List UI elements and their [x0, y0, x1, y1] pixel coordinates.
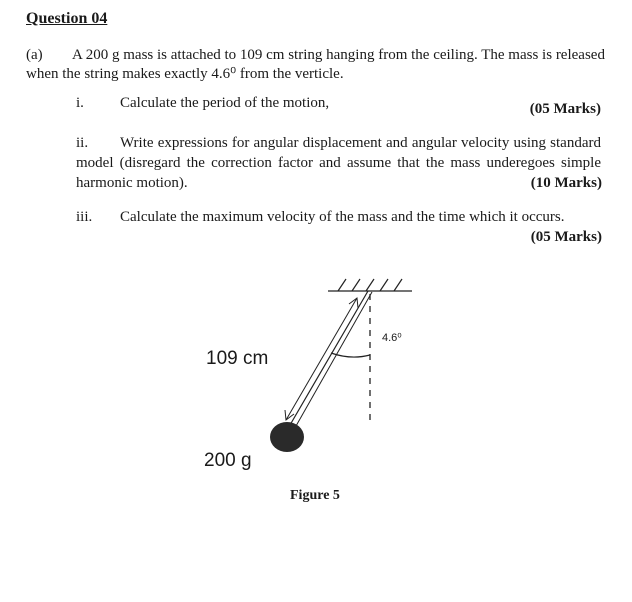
- sub-question-text: Calculate the period of the motion,: [120, 95, 330, 111]
- length-dimension-arrow: [286, 298, 357, 420]
- part-label: (a): [26, 47, 43, 63]
- figure-caption: Figure 5: [290, 488, 340, 503]
- sub-question-text: Calculate the maximum velocity of the mass and the time which it occurs.: [120, 209, 565, 225]
- mass-label: 200 g: [204, 450, 252, 471]
- angle-label: 4.6⁰: [382, 332, 402, 344]
- arrow-head-top: [349, 298, 358, 308]
- ceiling-hatching: [338, 279, 402, 291]
- arrow-head-bottom: [285, 410, 294, 420]
- marks-label: (10 Marks): [530, 175, 602, 191]
- marks-label: (05 Marks): [529, 101, 601, 117]
- sub-question-number: ii.: [76, 135, 89, 151]
- string-line-inner: [296, 292, 372, 426]
- string-line: [290, 291, 368, 425]
- sub-question-number: i.: [76, 95, 84, 111]
- sub-question-text: Write expressions for angular displacement and angular velocity using standard model (disregard the correction factor and assume that the mass underegoes simple harmonic motion).: [76, 135, 601, 191]
- length-label: 109 cm: [206, 348, 269, 369]
- intro-text: A 200 g mass is attached to 109 cm string hanging from the ceiling. The mass is released when the string makes exactly 4.6⁰ from the verticle.: [26, 47, 605, 82]
- sub-question-number: iii.: [76, 209, 93, 225]
- question-title: Question 04: [26, 10, 108, 27]
- marks-label: (05 Marks): [530, 229, 602, 245]
- mass-bob: [270, 422, 304, 452]
